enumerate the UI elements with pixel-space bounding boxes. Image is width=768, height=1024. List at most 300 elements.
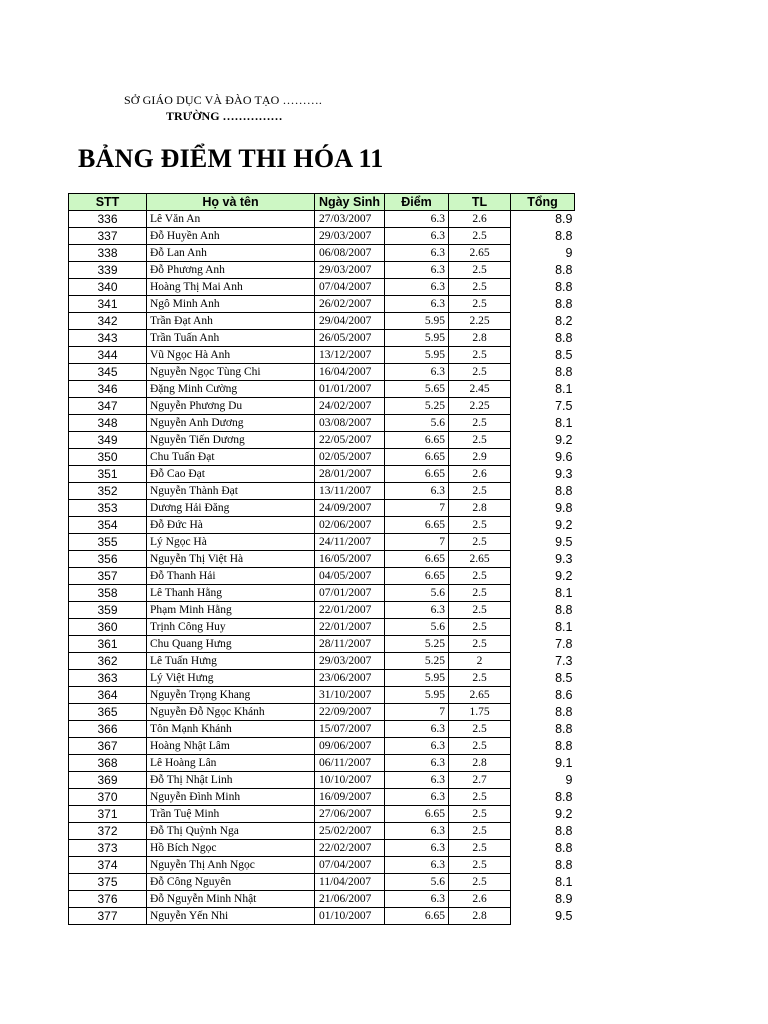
name-cell: Hoàng Thị Mai Anh	[147, 279, 315, 296]
dob-cell: 06/11/2007	[315, 755, 385, 772]
name-cell: Đỗ Huyền Anh	[147, 228, 315, 245]
column-header-tong: Tổng	[511, 194, 575, 211]
stt-cell: 366	[69, 721, 147, 738]
tl-cell: 2.25	[449, 313, 511, 330]
name-cell: Đỗ Thị Quỳnh Nga	[147, 823, 315, 840]
stt-cell: 367	[69, 738, 147, 755]
column-header-name: Họ và tên	[147, 194, 315, 211]
table-row	[69, 381, 575, 398]
table-row	[69, 908, 575, 925]
tl-cell: 2.5	[449, 568, 511, 585]
diem-cell: 6.3	[385, 211, 449, 228]
name-cell: Đỗ Phương Anh	[147, 262, 315, 279]
tong-cell: 8.8	[555, 297, 573, 311]
name-cell: Chu Quang Hưng	[147, 636, 315, 653]
tong-cell: 9	[565, 773, 573, 787]
tl-cell: 2.6	[449, 891, 511, 908]
diem-cell: 6.65	[385, 551, 449, 568]
stt-cell: 364	[69, 687, 147, 704]
tong-cell: 8.6	[555, 688, 573, 702]
stt-cell: 338	[69, 245, 147, 262]
table-row	[69, 228, 575, 245]
stt-cell: 339	[69, 262, 147, 279]
dob-cell: 13/11/2007	[315, 483, 385, 500]
diem-cell: 6.3	[385, 891, 449, 908]
table-row	[69, 534, 575, 551]
diem-cell: 6.65	[385, 449, 449, 466]
stt-cell: 341	[69, 296, 147, 313]
dob-cell: 22/05/2007	[315, 432, 385, 449]
tong-cell: 8.8	[555, 280, 573, 294]
tong-cell: 8.1	[555, 875, 573, 889]
dob-cell: 07/04/2007	[315, 279, 385, 296]
tong-cell: 8.8	[555, 790, 573, 804]
tl-cell: 2.5	[449, 517, 511, 534]
table-row	[69, 398, 575, 415]
tong-cell: 9.3	[555, 467, 573, 481]
tl-cell: 2.25	[449, 398, 511, 415]
tl-cell: 2.5	[449, 789, 511, 806]
stt-cell: 358	[69, 585, 147, 602]
name-cell: Hoàng Nhật Lâm	[147, 738, 315, 755]
stt-cell: 355	[69, 534, 147, 551]
tl-cell: 2.5	[449, 823, 511, 840]
dob-cell: 29/03/2007	[315, 228, 385, 245]
name-cell: Đỗ Nguyễn Minh Nhật	[147, 891, 315, 908]
stt-cell: 356	[69, 551, 147, 568]
name-cell: Đỗ Lan Anh	[147, 245, 315, 262]
tl-cell: 2.5	[449, 840, 511, 857]
stt-cell: 377	[69, 908, 147, 925]
table-row	[69, 211, 575, 228]
stt-cell: 369	[69, 772, 147, 789]
table-row	[69, 245, 575, 262]
stt-cell: 360	[69, 619, 147, 636]
name-cell: Tôn Mạnh Khánh	[147, 721, 315, 738]
stt-cell: 354	[69, 517, 147, 534]
name-cell: Lê Văn An	[147, 211, 315, 228]
name-cell: Nguyễn Thành Đạt	[147, 483, 315, 500]
tl-cell: 2.45	[449, 381, 511, 398]
department-heading: SỞ GIÁO DỤC VÀ ĐÀO TẠO ……….	[124, 93, 322, 107]
stt-cell: 337	[69, 228, 147, 245]
tl-cell: 2.5	[449, 806, 511, 823]
table-row	[69, 891, 575, 908]
name-cell: Nguyễn Anh Dương	[147, 415, 315, 432]
stt-cell: 371	[69, 806, 147, 823]
diem-cell: 5.25	[385, 636, 449, 653]
diem-cell: 5.6	[385, 619, 449, 636]
table-row	[69, 483, 575, 500]
dob-cell: 23/06/2007	[315, 670, 385, 687]
stt-cell: 348	[69, 415, 147, 432]
stt-cell: 336	[69, 211, 147, 228]
table-row	[69, 721, 575, 738]
diem-cell: 6.3	[385, 857, 449, 874]
dob-cell: 22/01/2007	[315, 602, 385, 619]
diem-cell: 6.3	[385, 483, 449, 500]
tong-cell: 8.8	[555, 229, 573, 243]
tl-cell: 2.5	[449, 602, 511, 619]
dob-cell: 01/10/2007	[315, 908, 385, 925]
name-cell: Đặng Minh Cường	[147, 381, 315, 398]
dob-cell: 06/08/2007	[315, 245, 385, 262]
dob-cell: 29/03/2007	[315, 262, 385, 279]
tl-cell: 2.5	[449, 228, 511, 245]
dob-cell: 24/09/2007	[315, 500, 385, 517]
name-cell: Đỗ Cao Đạt	[147, 466, 315, 483]
dob-cell: 21/06/2007	[315, 891, 385, 908]
tong-cell: 9	[565, 246, 573, 260]
tong-cell: 9.8	[555, 501, 573, 515]
name-cell: Lê Thanh Hằng	[147, 585, 315, 602]
tong-cell: 8.9	[555, 212, 573, 227]
diem-cell: 6.3	[385, 772, 449, 789]
column-header-stt: STT	[69, 194, 147, 211]
dob-cell: 01/01/2007	[315, 381, 385, 398]
name-cell: Vũ Ngọc Hà Anh	[147, 347, 315, 364]
tl-cell: 2.5	[449, 874, 511, 891]
dob-cell: 24/02/2007	[315, 398, 385, 415]
table-row	[69, 568, 575, 585]
page-title: BẢNG ĐIỂM THI HÓA 11	[78, 144, 384, 173]
tl-cell: 2.5	[449, 296, 511, 313]
name-cell: Lê Hoàng Lân	[147, 755, 315, 772]
tl-cell: 2.5	[449, 432, 511, 449]
column-header-dob: Ngày Sinh	[315, 194, 385, 211]
dob-cell: 27/03/2007	[315, 211, 385, 228]
stt-cell: 353	[69, 500, 147, 517]
name-cell: Đỗ Thị Nhật Linh	[147, 772, 315, 789]
stt-cell: 342	[69, 313, 147, 330]
tong-cell: 8.1	[555, 382, 573, 396]
dob-cell: 22/01/2007	[315, 619, 385, 636]
tong-cell: 8.5	[555, 671, 573, 685]
stt-cell: 375	[69, 874, 147, 891]
column-header-diem: Điểm	[385, 194, 449, 211]
tl-cell: 2.5	[449, 415, 511, 432]
tl-cell: 2.5	[449, 534, 511, 551]
tong-cell: 8.8	[555, 739, 573, 753]
tong-cell: 9.2	[555, 807, 573, 821]
table-row	[69, 704, 575, 721]
table-row	[69, 636, 575, 653]
stt-cell: 347	[69, 398, 147, 415]
tong-cell: 9.3	[555, 552, 573, 566]
diem-cell: 6.3	[385, 755, 449, 772]
tl-cell: 2.6	[449, 466, 511, 483]
tong-cell: 8.9	[555, 892, 573, 906]
tl-cell: 2.5	[449, 262, 511, 279]
stt-cell: 357	[69, 568, 147, 585]
table-row	[69, 755, 575, 772]
stt-cell: 344	[69, 347, 147, 364]
name-cell: Trần Tuệ Minh	[147, 806, 315, 823]
tong-cell: 9.5	[555, 535, 573, 549]
name-cell: Nguyễn Ngọc Tùng Chi	[147, 364, 315, 381]
dob-cell: 02/06/2007	[315, 517, 385, 534]
diem-cell: 6.3	[385, 823, 449, 840]
stt-cell: 359	[69, 602, 147, 619]
stt-cell: 343	[69, 330, 147, 347]
name-cell: Nguyễn Thị Anh Ngọc	[147, 857, 315, 874]
tong-cell: 8.8	[555, 841, 573, 855]
school-heading: TRƯỜNG ……………	[166, 109, 283, 123]
tong-cell: 8.2	[555, 314, 573, 328]
tong-cell: 7.8	[555, 637, 573, 651]
tl-cell: 2.5	[449, 585, 511, 602]
name-cell: Lý Ngọc Hà	[147, 534, 315, 551]
name-cell: Nguyễn Đỗ Ngọc Khánh	[147, 704, 315, 721]
tong-cell: 8.8	[555, 603, 573, 617]
tl-cell: 2.5	[449, 857, 511, 874]
table-row	[69, 772, 575, 789]
tl-cell: 2.8	[449, 755, 511, 772]
tl-cell: 2.8	[449, 500, 511, 517]
tong-cell: 7.3	[555, 654, 573, 668]
dob-cell: 16/05/2007	[315, 551, 385, 568]
column-header-tl: TL	[449, 194, 511, 211]
table-row	[69, 823, 575, 840]
dob-cell: 27/06/2007	[315, 806, 385, 823]
table-row	[69, 466, 575, 483]
table-row	[69, 619, 575, 636]
name-cell: Ngô Minh Anh	[147, 296, 315, 313]
dob-cell: 26/05/2007	[315, 330, 385, 347]
stt-cell: 368	[69, 755, 147, 772]
dob-cell: 29/04/2007	[315, 313, 385, 330]
tong-cell: 8.1	[555, 416, 573, 430]
name-cell: Chu Tuấn Đạt	[147, 449, 315, 466]
tong-cell: 9.2	[555, 518, 573, 532]
dob-cell: 22/02/2007	[315, 840, 385, 857]
stt-cell: 363	[69, 670, 147, 687]
dob-cell: 07/01/2007	[315, 585, 385, 602]
dob-cell: 25/02/2007	[315, 823, 385, 840]
table-row	[69, 432, 575, 449]
diem-cell: 6.3	[385, 364, 449, 381]
table-row	[69, 857, 575, 874]
stt-cell: 351	[69, 466, 147, 483]
diem-cell: 5.95	[385, 670, 449, 687]
stt-cell: 373	[69, 840, 147, 857]
name-cell: Đỗ Thanh Hải	[147, 568, 315, 585]
tong-cell: 7.5	[555, 399, 573, 413]
tl-cell: 2.65	[449, 687, 511, 704]
tl-cell: 2.8	[449, 908, 511, 925]
dob-cell: 29/03/2007	[315, 653, 385, 670]
diem-cell: 7	[385, 500, 449, 517]
tl-cell: 2.5	[449, 738, 511, 755]
table-row	[69, 806, 575, 823]
tong-cell: 8.1	[555, 620, 573, 634]
table-body	[69, 211, 575, 925]
diem-cell: 6.65	[385, 466, 449, 483]
tl-cell: 2.5	[449, 364, 511, 381]
dob-cell: 26/02/2007	[315, 296, 385, 313]
name-cell: Nguyễn Thị Việt Hà	[147, 551, 315, 568]
table-row	[69, 874, 575, 891]
table-row	[69, 296, 575, 313]
name-cell: Nguyễn Yến Nhi	[147, 908, 315, 925]
stt-cell: 361	[69, 636, 147, 653]
diem-cell: 6.3	[385, 262, 449, 279]
dob-cell: 22/09/2007	[315, 704, 385, 721]
diem-cell: 6.3	[385, 789, 449, 806]
dob-cell: 15/07/2007	[315, 721, 385, 738]
stt-cell: 340	[69, 279, 147, 296]
table-row	[69, 262, 575, 279]
tl-cell: 2.65	[449, 551, 511, 568]
name-cell: Nguyễn Trọng Khang	[147, 687, 315, 704]
tong-cell: 8.8	[555, 484, 573, 498]
name-cell: Nguyễn Phương Du	[147, 398, 315, 415]
tong-cell: 8.8	[555, 705, 573, 719]
table-row	[69, 364, 575, 381]
tl-cell: 2.8	[449, 330, 511, 347]
tl-cell: 2.5	[449, 347, 511, 364]
name-cell: Trần Đạt Anh	[147, 313, 315, 330]
table-row	[69, 517, 575, 534]
dob-cell: 09/06/2007	[315, 738, 385, 755]
tong-cell: 9.1	[555, 756, 573, 770]
name-cell: Đỗ Công Nguyên	[147, 874, 315, 891]
diem-cell: 6.3	[385, 279, 449, 296]
stt-cell: 372	[69, 823, 147, 840]
diem-cell: 5.95	[385, 330, 449, 347]
table-row	[69, 279, 575, 296]
diem-cell: 6.3	[385, 245, 449, 262]
tong-cell: 8.8	[555, 722, 573, 736]
table-row	[69, 347, 575, 364]
table-header-row	[69, 194, 575, 211]
tl-cell: 2.5	[449, 670, 511, 687]
tong-cell: 8.8	[555, 858, 573, 872]
diem-cell: 5.6	[385, 415, 449, 432]
table-row	[69, 840, 575, 857]
stt-cell: 352	[69, 483, 147, 500]
diem-cell: 6.65	[385, 908, 449, 925]
dob-cell: 24/11/2007	[315, 534, 385, 551]
table-row	[69, 313, 575, 330]
dob-cell: 28/01/2007	[315, 466, 385, 483]
diem-cell: 7	[385, 704, 449, 721]
table-row	[69, 789, 575, 806]
tong-cell: 9.2	[555, 569, 573, 583]
name-cell: Dương Hải Đăng	[147, 500, 315, 517]
diem-cell: 5.95	[385, 347, 449, 364]
tl-cell: 2.9	[449, 449, 511, 466]
dob-cell: 28/11/2007	[315, 636, 385, 653]
diem-cell: 6.3	[385, 602, 449, 619]
table-row	[69, 738, 575, 755]
diem-cell: 6.65	[385, 517, 449, 534]
tl-cell: 2.65	[449, 245, 511, 262]
stt-cell: 376	[69, 891, 147, 908]
dob-cell: 04/05/2007	[315, 568, 385, 585]
diem-cell: 7	[385, 534, 449, 551]
stt-cell: 350	[69, 449, 147, 466]
name-cell: Hồ Bích Ngọc	[147, 840, 315, 857]
tl-cell: 2.7	[449, 772, 511, 789]
dob-cell: 02/05/2007	[315, 449, 385, 466]
dob-cell: 07/04/2007	[315, 857, 385, 874]
diem-cell: 6.3	[385, 840, 449, 857]
stt-cell: 362	[69, 653, 147, 670]
diem-cell: 6.65	[385, 432, 449, 449]
grades-table	[68, 193, 575, 925]
tong-cell: 8.8	[555, 263, 573, 277]
diem-cell: 5.25	[385, 653, 449, 670]
stt-cell: 370	[69, 789, 147, 806]
name-cell: Lê Tuấn Hưng	[147, 653, 315, 670]
tl-cell: 2	[449, 653, 511, 670]
dob-cell: 16/09/2007	[315, 789, 385, 806]
tl-cell: 2.5	[449, 636, 511, 653]
tl-cell: 2.6	[449, 211, 511, 228]
name-cell: Trần Tuấn Anh	[147, 330, 315, 347]
dob-cell: 03/08/2007	[315, 415, 385, 432]
name-cell: Nguyễn Đình Minh	[147, 789, 315, 806]
table-row	[69, 585, 575, 602]
table-row	[69, 330, 575, 347]
diem-cell: 6.3	[385, 228, 449, 245]
dob-cell: 11/04/2007	[315, 874, 385, 891]
stt-cell: 345	[69, 364, 147, 381]
name-cell: Nguyễn Tiến Dương	[147, 432, 315, 449]
diem-cell: 5.6	[385, 874, 449, 891]
name-cell: Phạm Minh Hằng	[147, 602, 315, 619]
tong-cell: 9.2	[555, 433, 573, 447]
tong-cell: 9.5	[555, 909, 573, 923]
diem-cell: 5.95	[385, 313, 449, 330]
table-row	[69, 449, 575, 466]
table-row	[69, 687, 575, 704]
stt-cell: 365	[69, 704, 147, 721]
dob-cell: 13/12/2007	[315, 347, 385, 364]
name-cell: Trịnh Công Huy	[147, 619, 315, 636]
diem-cell: 6.65	[385, 806, 449, 823]
table-row	[69, 670, 575, 687]
diem-cell: 5.65	[385, 381, 449, 398]
name-cell: Đỗ Đức Hà	[147, 517, 315, 534]
dob-cell: 31/10/2007	[315, 687, 385, 704]
diem-cell: 5.95	[385, 687, 449, 704]
diem-cell: 6.65	[385, 568, 449, 585]
dob-cell: 10/10/2007	[315, 772, 385, 789]
diem-cell: 6.3	[385, 738, 449, 755]
table-row	[69, 551, 575, 568]
diem-cell: 6.3	[385, 296, 449, 313]
stt-cell: 349	[69, 432, 147, 449]
tong-cell: 8.5	[555, 348, 573, 362]
tl-cell: 2.5	[449, 721, 511, 738]
diem-cell: 5.25	[385, 398, 449, 415]
table-row	[69, 602, 575, 619]
tl-cell: 2.5	[449, 619, 511, 636]
stt-cell: 346	[69, 381, 147, 398]
diem-cell: 5.6	[385, 585, 449, 602]
stt-cell: 374	[69, 857, 147, 874]
tong-cell: 9.6	[555, 450, 573, 464]
tl-cell: 2.5	[449, 483, 511, 500]
tong-cell: 8.8	[555, 824, 573, 838]
name-cell: Lý Việt Hưng	[147, 670, 315, 687]
tl-cell: 2.5	[449, 279, 511, 296]
tl-cell: 1.75	[449, 704, 511, 721]
diem-cell: 6.3	[385, 721, 449, 738]
tong-cell: 8.8	[555, 365, 573, 379]
